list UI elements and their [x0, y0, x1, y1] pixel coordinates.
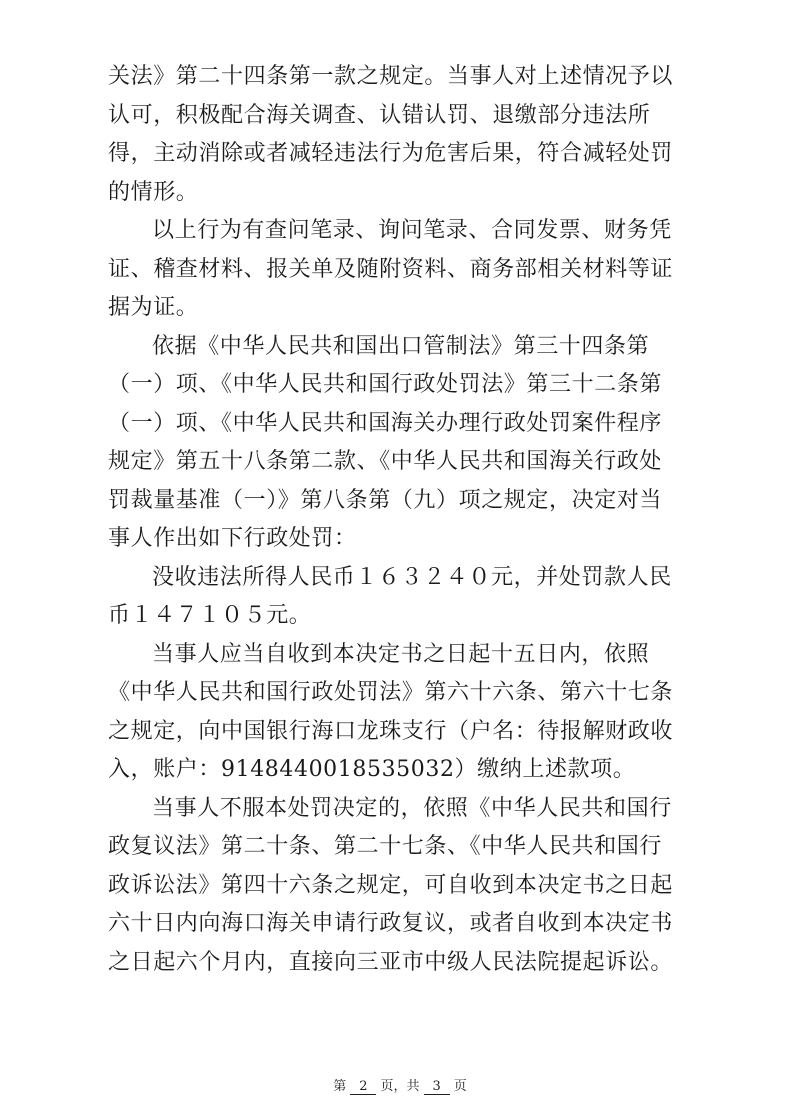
text-line: 政复议法》第二十条、第二十七条、《中华人民共和国行 — [108, 834, 663, 859]
text-line: 关法》第二十四条第一款之规定。当事人对上述情况予以 — [108, 64, 674, 89]
page-number-footer — [0, 1075, 800, 1095]
footer-prefix: 第 — [333, 1079, 347, 1094]
text-line: 之规定，向中国银行海口龙珠支行（户名：待报解财政收 — [108, 718, 674, 744]
paragraph-legal-basis-continuation — [108, 58, 693, 212]
document-body — [108, 58, 693, 982]
text-line: 政诉讼法》第四十六条之规定，可自收到本决定书之日起 — [108, 872, 674, 898]
text-line: 没收违法所得人民币１６３２４０元，并处罚款人民 — [152, 564, 672, 590]
text-line: 得，主动消除或者减轻违法行为危害后果，符合减轻处罚 — [108, 141, 674, 166]
paragraph-legal-basis — [108, 328, 693, 559]
current-page-number: 2 — [350, 1080, 376, 1095]
text-line: 证、稽查材料、报关单及随附资料、商务部相关材料等证 — [108, 256, 674, 282]
footer-suffix: 页 — [453, 1079, 467, 1094]
text-line: 六十日内向海口海关申请行政复议，或者自收到本决定书 — [108, 911, 674, 936]
text-line: （一）项、《中华人民共和国行政处罚法》第三十二条第 — [108, 372, 663, 397]
text-line: 的情形。 — [108, 179, 199, 205]
text-line: 事人作出如下行政处罚： — [108, 526, 357, 551]
paragraph-appeal-rights — [108, 790, 693, 983]
paragraph-evidence — [108, 212, 693, 328]
text-line: 之日起六个月内，直接向三亚市中级人民法院提起诉讼。 — [108, 949, 674, 975]
text-line: 据为证。 — [108, 295, 199, 320]
text-line: 依据《中华人民共和国出口管制法》第三十四条第 — [152, 333, 650, 359]
text-line: 币１４７１０５元。 — [108, 603, 312, 628]
text-line: 当事人不服本处罚决定的，依照《中华人民共和国行 — [152, 795, 672, 821]
text-line: 当事人应当自收到本决定书之日起十五日内，依照 — [152, 641, 650, 667]
text-line: （一）项、《中华人民共和国海关办理行政处罚案件程序 — [108, 410, 663, 436]
paragraph-payment — [108, 636, 693, 790]
text-line: 《中华人民共和国行政处罚法》第六十六条、第六十七条 — [108, 680, 674, 705]
text-line: 规定》第五十八条第二款、《中华人民共和国海关行政处 — [108, 449, 663, 474]
footer-middle: 页，共 — [380, 1079, 420, 1094]
text-line: 罚裁量基准（一）》第八条第（九）项之规定，决定对当 — [108, 487, 663, 513]
text-line: 入，账户：9148440018535032）缴纳上述款项。 — [108, 757, 636, 782]
text-line: 认可，积极配合海关调查、认错认罚、退缴部分违法所 — [108, 102, 651, 128]
total-pages-number: 3 — [424, 1080, 450, 1095]
paragraph-penalty — [108, 559, 693, 636]
text-line: 以上行为有查问笔录、询问笔录、合同发票、财务凭 — [152, 218, 672, 243]
